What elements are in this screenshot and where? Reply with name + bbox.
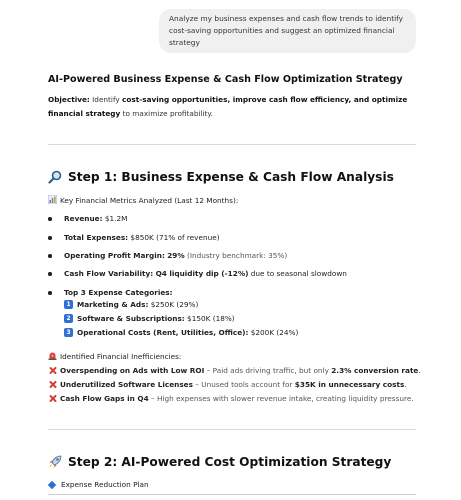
bullet-text: Top 3 Expense Categories: <box>64 288 173 297</box>
step1-heading <box>48 170 394 184</box>
category-text: Software & Subscriptions: $150K (18%) <box>77 314 235 323</box>
bullet-text: Cash Flow Variability: Q4 liquidity dip (-12%) due to seasonal slowdown <box>64 269 347 278</box>
table-top-edge <box>48 494 416 500</box>
inefficiencies-heading <box>48 351 181 362</box>
bullet-text: Total Expenses: $850K (71% of revenue) <box>64 233 220 242</box>
bullet-dot <box>48 236 52 240</box>
inefficiency-text: Underutilized Software Licenses – Unused tools account for $35K in unnecessary costs. <box>60 380 407 389</box>
diamond-icon <box>48 480 56 488</box>
category-text: Operational Costs (Rent, Utilities, Office): $200K (24%) <box>77 328 299 337</box>
bullet-text: Revenue: $1.2M <box>64 214 128 223</box>
objective-text-2: to maximize profitability. <box>122 108 214 118</box>
category-item <box>64 314 235 323</box>
divider <box>48 144 416 145</box>
user-message-text: Analyze my business expenses and cash flow trends to identify cost-saving opportunities and suggest an optimized financial strategy <box>169 14 404 47</box>
objective-text-1: Identify <box>92 95 120 104</box>
bullet-dot <box>48 291 52 295</box>
objective-paragraph <box>48 93 420 120</box>
cross-icon <box>48 394 57 403</box>
category-text: Marketing & Ads: $250K (29%) <box>77 300 199 309</box>
step1-heading-text: Step 1: Business Expense & Cash Flow Analysis <box>68 170 394 184</box>
category-item <box>64 328 298 337</box>
step2-heading <box>48 455 391 469</box>
divider <box>48 429 416 430</box>
cross-icon <box>48 366 57 375</box>
objective-bold: cost-saving opportunities, improve cash flow efficiency, and optimize financial strategy <box>48 95 408 118</box>
cross-icon <box>48 380 57 389</box>
number-3-icon: 3 <box>64 328 73 337</box>
inefficiencies-heading-text: Identified Financial Inefficiencies: <box>60 352 182 361</box>
bullet-text: Operating Profit Margin: 29% (Industry benchmark: 35%) <box>64 251 288 260</box>
expense-reduction-text: Expense Reduction Plan <box>61 480 149 489</box>
siren-icon <box>48 351 57 362</box>
objective-label: Objective: <box>48 95 90 104</box>
inefficiency-item <box>48 380 407 389</box>
response-title: AI-Powered Business Expense & Cash Flow Optimization Strategy <box>48 74 403 85</box>
category-item <box>64 300 198 309</box>
inefficiency-text: Cash Flow Gaps in Q4 – High expenses with slower revenue intake, creating liquidity pressure. <box>60 394 414 403</box>
rocket-icon <box>48 455 62 469</box>
inefficiency-item <box>48 366 421 375</box>
bullet-dot <box>48 217 52 221</box>
bar-chart-icon <box>48 195 57 206</box>
user-message-bubble <box>159 9 416 53</box>
step2-heading-text: Step 2: AI-Powered Cost Optimization Strategy <box>68 455 392 469</box>
magnifier-icon <box>48 170 62 184</box>
number-2-icon: 2 <box>64 314 73 323</box>
bullet-dot <box>48 272 52 276</box>
inefficiency-text: Overspending on Ads with Low ROI – Paid ads driving traffic, but only 2.3% conversion rate. <box>60 366 421 375</box>
number-1-icon: 1 <box>64 300 73 309</box>
expense-reduction-subheading <box>48 480 149 489</box>
metrics-heading <box>48 195 238 206</box>
inefficiency-item <box>48 394 414 403</box>
bullet-dot <box>48 254 52 258</box>
metrics-heading-text: Key Financial Metrics Analyzed (Last 12 Months): <box>60 196 239 205</box>
